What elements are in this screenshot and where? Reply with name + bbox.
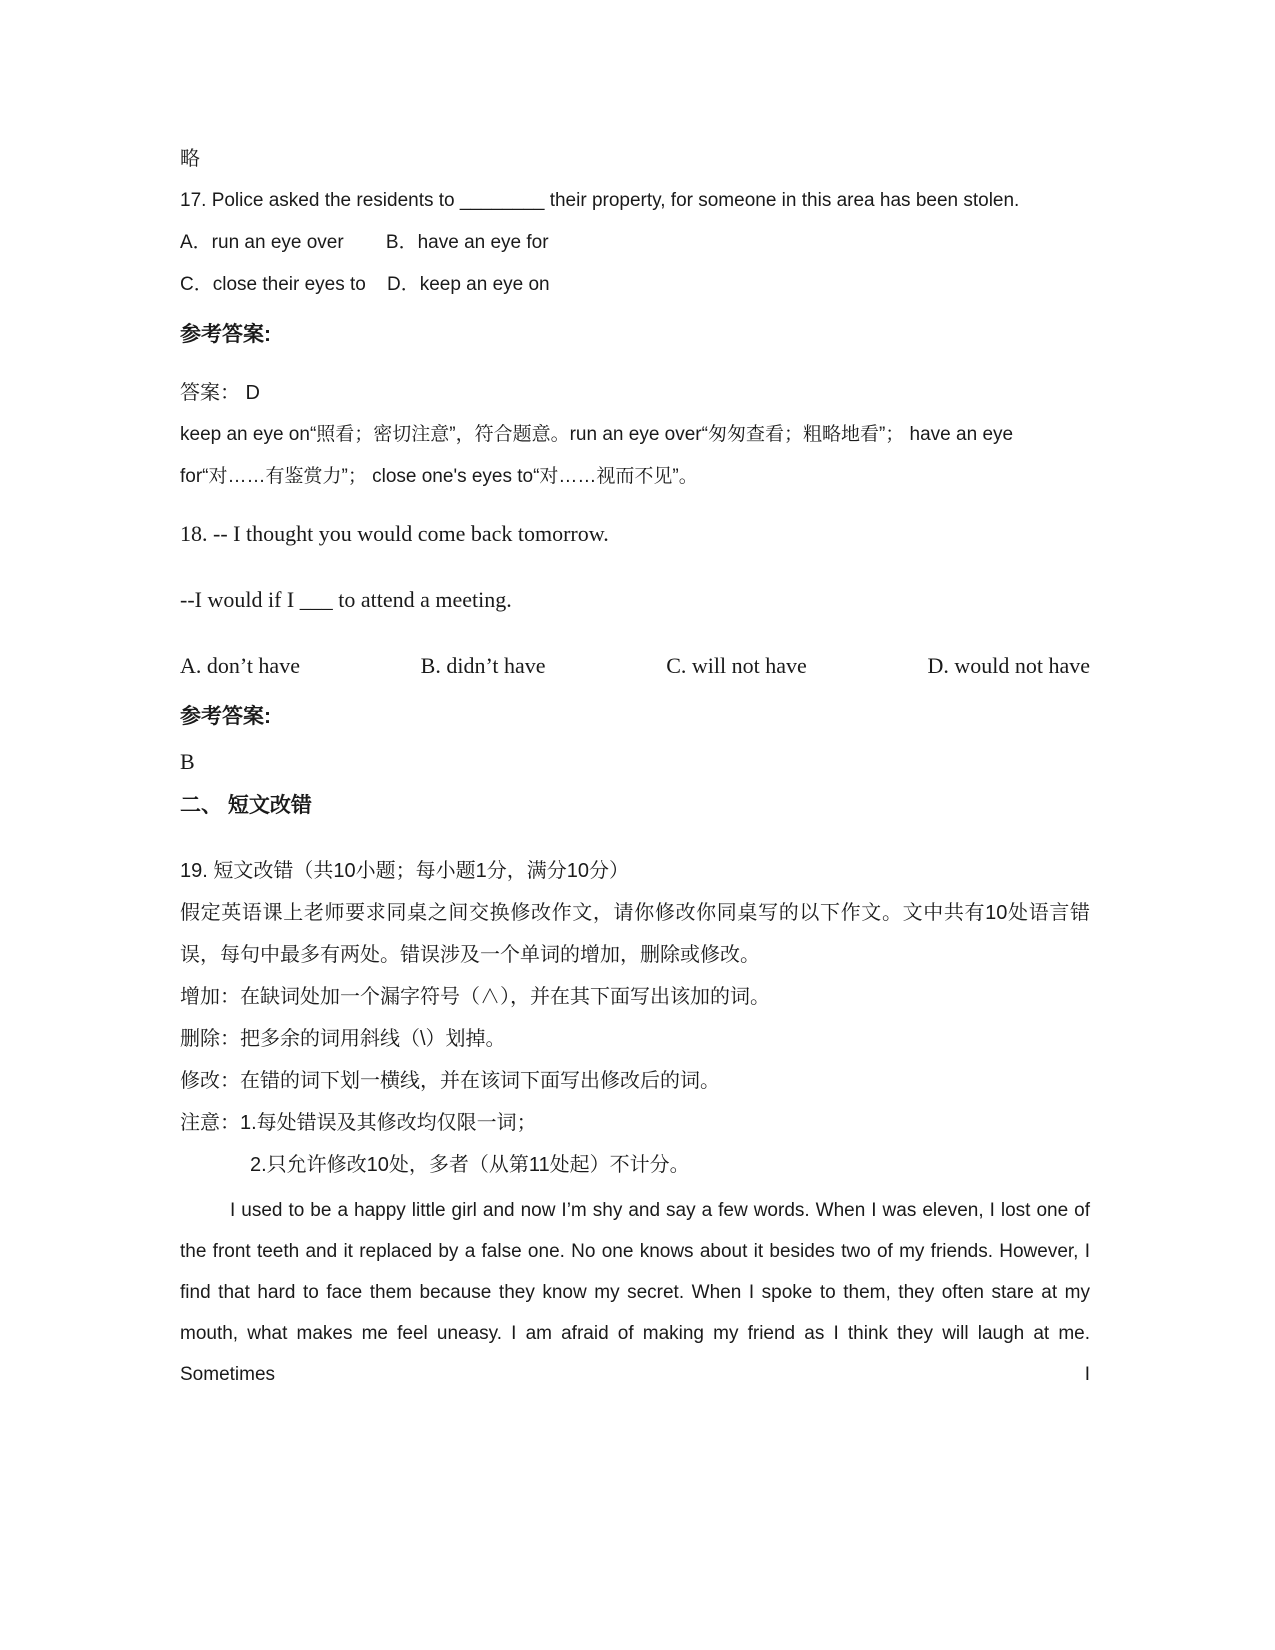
reference-answer-label-q17: 参考答案: [180,323,271,346]
question-19-intro: 假定英语课上老师要求同桌之间交换修改作文，请你修改你同桌写的以下作文。文中共有10处语言错误，每句中最多有两处。错误涉及一个单词的增加，删除或修改。 [180,902,1090,966]
reference-answer-label-q18: 参考答案: [180,705,271,728]
question-17-options-cd: C．close their eyes to D．keep an eye on [180,274,550,295]
question-18-option-b: B. didn’t have [420,653,546,678]
question-18-stem-line1: 18. -- I thought you would come back tomorrow. [180,521,609,546]
question-19-rule-modify: 修改：在错的词下划一横线，并在该词下面写出修改后的词。 [180,1070,720,1092]
question-18-stem-line2: --I would if I ___ to attend a meeting. [180,587,512,612]
question-19-note-line1: 注意：1.每处错误及其修改均仅限一词； [180,1112,537,1134]
question-18-option-d: D. would not have [927,653,1090,678]
question-19-title: 19. 短文改错（共10小题；每小题1分，满分10分） [180,860,629,882]
question-18-options-row [180,644,1090,688]
question-18-option-a: A. don’t have [180,653,300,678]
question-19-essay: I used to be a happy little girl and now I’m shy and say a few words. When I was eleven, I lost one of the front teeth and it replaced by a false one. No one knows about it besides two of my friends. However, I find that hard to face them because they know my secret. When I spoke to them, they often stare at my mouth, what makes me feel uneasy. I am afraid of making my friend as I think they will laugh at me. Sometimes I [180,1200,1096,1385]
question-17-stem: 17. Police asked the residents to ________ their property, for someone in this area has been stolen. [180,190,1020,211]
question-19-note-line2: 2.只允许修改10处，多者（从第11处起）不计分。 [250,1154,690,1176]
omitted-note: 略 [180,148,200,170]
section-heading-error-correction: 二、 短文改错 [180,794,312,817]
question-19-rule-add: 增加：在缺词处加一个漏字符号（∧），并在其下面写出该加的词。 [180,986,770,1008]
question-18-answer: B [180,749,195,774]
question-17-answer: 答案： D [180,382,260,404]
question-17-explanation: keep an eye on“照看；密切注意”，符合题意。run an eye over“匆匆查看；粗略地看”； have an eye for“对……有鉴赏力”； close one's eyes to“对……视而不见”。 [180,424,1019,487]
question-17-options-ab: A．run an eye over B．have an eye for [180,232,549,253]
question-18-option-c: C. will not have [666,653,807,678]
question-19-rule-delete: 删除：把多余的词用斜线（\）划掉。 [180,1028,506,1050]
